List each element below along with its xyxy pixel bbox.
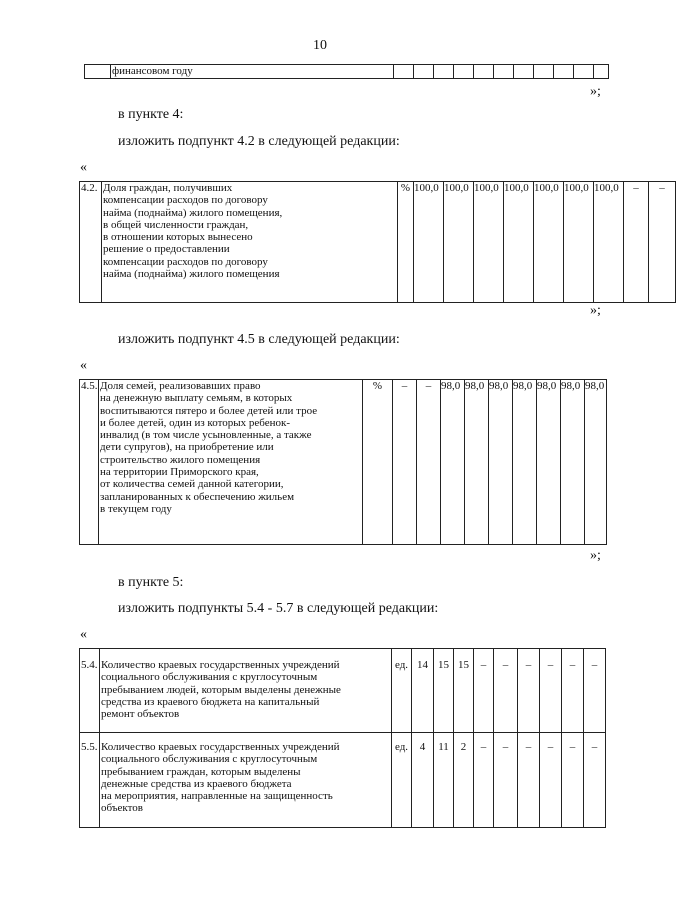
table-top-cell — [574, 65, 594, 79]
desc-line: воспитываются пятеро и более детей или трое — [100, 404, 318, 417]
row-description — [100, 733, 392, 828]
table-top-cell — [594, 65, 609, 79]
row-description — [102, 182, 398, 303]
instruction-5: изложить подпункты 5.4 - 5.7 в следующей редакции: — [118, 601, 439, 616]
table-5 — [79, 648, 606, 828]
value-cell: – — [518, 649, 540, 733]
value-cell: 98,0 — [537, 380, 561, 545]
closing-quote: »; — [590, 84, 601, 99]
desc-line: в общей численности граждан, — [103, 218, 249, 231]
table-top-num-cell — [85, 65, 111, 79]
unit-cell: ед. — [392, 649, 412, 733]
row-number: 4.5. — [80, 380, 99, 545]
section5-heading: в пункте 5: — [118, 575, 184, 590]
desc-line: строительство жилого помещения — [100, 453, 261, 466]
row-description — [99, 380, 363, 545]
desc-line: от количества семей данной категории, — [100, 478, 284, 491]
value-cell: 11 — [434, 733, 454, 828]
value-cell: 98,0 — [513, 380, 537, 545]
value-cell: – — [540, 649, 562, 733]
desc-line: Количество краевых государственных учреждений — [101, 741, 340, 753]
desc-line: Доля семей, реализовавших право — [100, 380, 261, 392]
desc-line: на мероприятия, направленные на защищенность — [101, 790, 333, 803]
desc-line: на денежную выплату семьям, в которых — [100, 392, 293, 405]
table-top-cell — [514, 65, 534, 79]
desc-line: найма (поднайма) жилого помещения, — [103, 206, 283, 219]
value-cell: 2 — [454, 733, 474, 828]
desc-line: ремонт объектов — [101, 708, 180, 721]
desc-line: Количество краевых государственных учреждений — [101, 659, 340, 671]
value-cell: – — [393, 380, 417, 545]
value-cell: 14 — [412, 649, 434, 733]
value-cell: 15 — [434, 649, 454, 733]
value-cell: 98,0 — [489, 380, 513, 545]
value-cell: – — [417, 380, 441, 545]
table-top-cell — [454, 65, 474, 79]
value-cell: 100,0 — [444, 182, 474, 303]
table-top-cell — [394, 65, 414, 79]
value-cell: – — [649, 182, 676, 303]
desc-line: пребыванием граждан, которым выделены — [101, 765, 301, 778]
unit-cell: ед. — [392, 733, 412, 828]
value-cell: 4 — [412, 733, 434, 828]
value-cell: 100,0 — [534, 182, 564, 303]
value-cell: 98,0 — [465, 380, 489, 545]
value-cell: – — [474, 733, 494, 828]
desc-line: Доля граждан, получивших — [103, 182, 233, 194]
row-number: 4.2. — [80, 182, 102, 303]
unit-cell: % — [363, 380, 393, 545]
desc-line: компенсации расходов по договору — [103, 255, 268, 268]
value-cell: – — [494, 649, 518, 733]
section4-heading: в пункте 4: — [118, 107, 184, 122]
value-cell: – — [474, 649, 494, 733]
value-cell: 98,0 — [441, 380, 465, 545]
desc-line: средства из краевого бюджета на капитальный — [101, 695, 320, 708]
value-cell: – — [494, 733, 518, 828]
row-description — [100, 649, 392, 733]
table-top-cell — [494, 65, 514, 79]
desc-line: на территории Приморского края, — [100, 466, 259, 479]
closing-quote: »; — [590, 548, 601, 563]
value-cell: – — [540, 733, 562, 828]
table-top — [84, 64, 609, 79]
value-cell: – — [584, 649, 606, 733]
value-cell: 100,0 — [564, 182, 594, 303]
open-quote: « — [80, 627, 87, 642]
desc-line: решение о предоставлении — [103, 243, 230, 256]
desc-line: денежные средства из краевого бюджета — [101, 777, 292, 790]
table-top-cell — [434, 65, 454, 79]
desc-line: запланированных к обеспечению жильем — [100, 490, 295, 503]
value-cell: – — [518, 733, 540, 828]
value-cell: – — [562, 733, 584, 828]
value-cell: – — [584, 733, 606, 828]
value-cell: 15 — [454, 649, 474, 733]
unit-cell: % — [398, 182, 414, 303]
value-cell: 100,0 — [594, 182, 624, 303]
desc-line: пребыванием людей, которым выделены денежные — [101, 683, 341, 696]
value-cell: – — [562, 649, 584, 733]
instruction-4-2: изложить подпункт 4.2 в следующей редакции: — [118, 134, 400, 149]
desc-line: объектов — [101, 802, 143, 815]
desc-line: в отношении которых вынесено — [103, 231, 253, 244]
desc-line: в текущем году — [100, 502, 172, 515]
value-cell: 100,0 — [414, 182, 444, 303]
table-top-cell — [534, 65, 554, 79]
row-number: 5.4. — [80, 649, 100, 733]
table-top-cell — [414, 65, 434, 79]
closing-quote: »; — [590, 303, 601, 318]
desc-line: социального обслуживания с круглосуточным — [101, 671, 318, 684]
desc-line: и более детей, один из которых ребенок- — [100, 416, 290, 429]
table-4-2 — [79, 181, 676, 303]
table-4-5 — [79, 379, 607, 545]
value-cell: – — [624, 182, 649, 303]
desc-line: дети супругов), на приобретение или — [100, 441, 274, 454]
desc-line: социального обслуживания с круглосуточным — [101, 753, 318, 766]
value-cell: 98,0 — [561, 380, 585, 545]
desc-line: компенсации расходов по договору — [103, 194, 268, 207]
table-top-label: финансовом году — [111, 65, 394, 79]
value-cell: 100,0 — [504, 182, 534, 303]
desc-line: инвалид (в том числе усыновленные, а также — [100, 429, 312, 442]
instruction-4-5: изложить подпункт 4.5 в следующей редакции: — [118, 332, 400, 347]
table-top-cell — [474, 65, 494, 79]
open-quote: « — [80, 358, 87, 373]
desc-line: найма (поднайма) жилого помещения — [103, 268, 280, 281]
table-top-cell — [554, 65, 574, 79]
value-cell: 100,0 — [474, 182, 504, 303]
open-quote: « — [80, 160, 87, 175]
value-cell: 98,0 — [585, 380, 607, 545]
page-number: 10 — [313, 38, 327, 53]
row-number: 5.5. — [80, 733, 100, 828]
